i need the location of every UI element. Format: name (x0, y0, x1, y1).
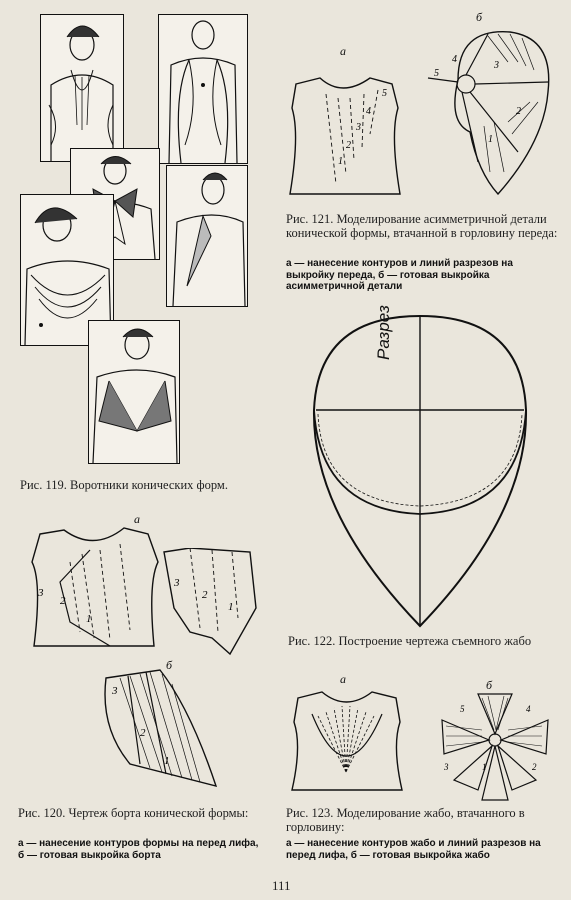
fig120-label-b: б (166, 658, 173, 672)
fig123-num-3: 3 (444, 762, 449, 772)
sketch-collar-6 (88, 320, 180, 464)
fig119-caption: Рис. 119. Воротники конических форм. (20, 478, 228, 492)
fig121-spiral-num-4: 4 (452, 54, 457, 65)
fig121-spiral-num-2: 2 (516, 106, 521, 117)
fig120-finished-num-2: 2 (140, 727, 146, 739)
fig121-num-2: 2 (346, 140, 351, 151)
fig121-num-5: 5 (382, 88, 387, 99)
fig122-cut-label: Разрез (374, 305, 393, 360)
fig120-piece-num-2: 2 (202, 589, 208, 601)
sketch-collar-6-drawing (89, 321, 179, 463)
fig121-spiral-pattern (418, 22, 558, 198)
fig121-num-4: 4 (366, 106, 371, 117)
fig120-caption: Рис. 120. Чертеж борта конической формы: (18, 806, 249, 820)
fig120-finished-pattern (100, 668, 220, 792)
fig121-label-b: б (476, 10, 483, 24)
fig120-front-bodice (30, 522, 160, 654)
fig120-finished-num-3: 3 (112, 685, 118, 697)
fig120-label-a: а (134, 512, 140, 526)
fig120-piece-num-1: 1 (228, 601, 234, 613)
fig122-caption: Рис. 122. Построение чертежа съемного жабо (288, 634, 532, 648)
fig122-jabot-drawing (310, 314, 530, 632)
sketch-collar-1 (40, 14, 124, 162)
fig120-num-1: 1 (86, 613, 92, 625)
fig123-caption: Рис. 123. Моделирование жабо, втачанного в горловину: (286, 806, 525, 834)
sketch-collar-2-drawing (159, 15, 247, 163)
fig121-label-a: а (340, 44, 346, 58)
fig123-finished-pattern (438, 690, 552, 804)
fig120-num-3: 3 (38, 587, 44, 599)
fig121-spiral-num-1: 1 (488, 134, 493, 145)
sketch-collar-4 (166, 165, 248, 307)
fig120-piece-num-3: 3 (174, 577, 180, 589)
fig121-legend: а — нанесение контуров и линий разрезов на выкройку переда, б — готовая выкройка асимметричной детали (286, 258, 513, 292)
fig121-spiral-num-3: 3 (494, 60, 499, 71)
fig123-num-5: 5 (460, 704, 465, 714)
fig123-label-b: б (486, 678, 493, 692)
sketch-collar-2 (158, 14, 248, 164)
fig121-spiral-num-5: 5 (434, 68, 439, 79)
page-number: 111 (272, 878, 291, 893)
fig123-num-2: 2 (532, 762, 537, 772)
fig120-pattern-pieces (160, 548, 260, 656)
fig120-finished-num-1: 1 (164, 755, 170, 767)
sketch-collar-1-drawing (41, 15, 123, 161)
fig123-num-4: 4 (526, 704, 531, 714)
sketch-collar-4-drawing (167, 166, 247, 306)
fig123-label-a: а (340, 672, 346, 686)
fig120-legend: а — нанесение контуров формы на перед лифа, б — готовая выкройка борта (18, 838, 259, 861)
fig123-legend: а — нанесение контуров жабо и линий разрезов на перед лифа, б — готовая выкройка жабо (286, 838, 541, 861)
fig123-front-bodice (288, 686, 406, 794)
fig121-front-pattern (286, 64, 404, 198)
fig121-num-3: 3 (356, 122, 361, 133)
fig123-num-1: 1 (482, 762, 487, 772)
fig120-num-2: 2 (60, 595, 66, 607)
fig121-caption: Рис. 121. Моделирование асимметричной детали конической формы, втачанной в горловину переда: (286, 212, 558, 240)
fig121-num-1: 1 (338, 156, 343, 167)
